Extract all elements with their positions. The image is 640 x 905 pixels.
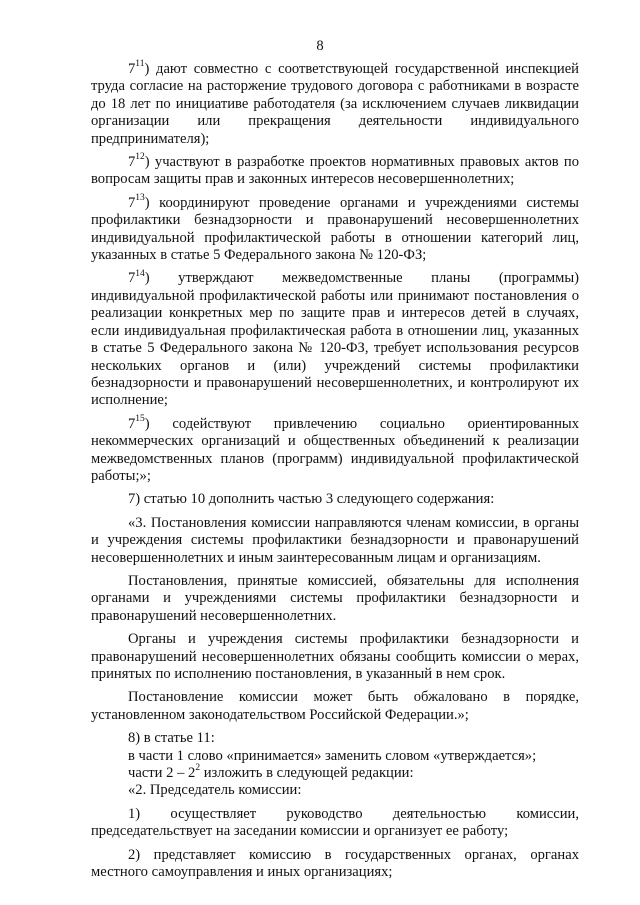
- paragraph-7-14: $7^{14}$) утверждают межведомственные планы (программы) индивидуальной профилактической работы или принимают постановления о реализации конкретных мер по защите прав и интересов детей в случаях, если индивидуальная профилактическая работа в отношении лиц, указанных в статье 5 Федерального закона № 120-ФЗ, требует использования ресурсов нескольких органов и (или) учреждений системы профилактики безнадзорности и правонарушений несовершеннолетних, и контролируют их исполнение;: [91, 268, 579, 409]
- paragraph-chairman-duty-1: 1) осуществляет руководство деятельностью комиссии, председательствует на заседании комиссии и организует ее работу;: [91, 805, 579, 840]
- paragraph-bodies-obliged: Органы и учреждения системы профилактики безнадзорности и правонарушений несовершеннолетних обязаны сообщить комиссии о мерах, принятых по исполнению постановления, в указанный в нем срок.: [91, 631, 579, 682]
- paragraph-part-1-change: в части 1 слово «принимается» заменить словом «утверждается»;: [128, 747, 537, 764]
- paragraph-parts-2-2-2: части $2 - 2^2$ изложить в следующей редакции:: [128, 763, 414, 782]
- page-number: 8: [316, 38, 324, 54]
- paragraph-7-15: $7^{15}$) содействуют привлечению социально ориентированных некоммерческих организаций и общественных объединений к реализации межведомственных планов (программ) индивидуальной профилактической работы;»;: [91, 413, 579, 484]
- paragraph-appeal: Постановление комиссии может быть обжаловано в порядке, установленном законодательством Российской Федерации.»;: [91, 689, 579, 723]
- paragraph-item-8: 8) в статье 11:: [128, 730, 215, 747]
- paragraph-part-3: «3. Постановления комиссии направляются членам комиссии, в органы и учреждения системы профилактики безнадзорности и правонарушений несовершеннолетних и иным заинтересованным лицам и организациям.: [91, 514, 579, 566]
- paragraph-resolutions-binding: Постановления, принятые комиссией, обязательны для исполнения органами и учреждениями системы профилактики безнадзорности и правонарушений несовершеннолетних.: [91, 572, 579, 624]
- paragraph-item-7: 7) статью 10 дополнить частью 3 следующего содержания:: [128, 491, 495, 508]
- paragraph-7-12: $7^{12}$) участвуют в разработке проектов нормативных правовых актов по вопросам защиты прав и законных интересов несовершеннолетних;: [91, 152, 579, 188]
- paragraph-7-13: $7^{13}$) координируют проведение органами и учреждениями системы профилактики безнадзорности и правонарушений несовершеннолетних индивидуальной профилактической работы в отношении категорий лиц, указанных в статье 5 Федерального закона № 120-ФЗ;: [91, 192, 579, 264]
- paragraph-chairman-duty-2: 2) представляет комиссию в государственных органах, органах местного самоуправления и иных организациях;: [91, 846, 579, 881]
- document-body: [91, 61, 579, 881]
- paragraph-chairman: «2. Председатель комиссии:: [128, 782, 302, 799]
- paragraph-7-11: $7^{11}$) дают совместно с соответствующей государственной инспекцией труда согласие на расторжение трудового договора с работниками в возрасте до 18 лет по инициативе работодателя (за исключением случаев ликвидации организации или прекращения деятельности индивидуального предпринимателя);: [91, 59, 579, 147]
